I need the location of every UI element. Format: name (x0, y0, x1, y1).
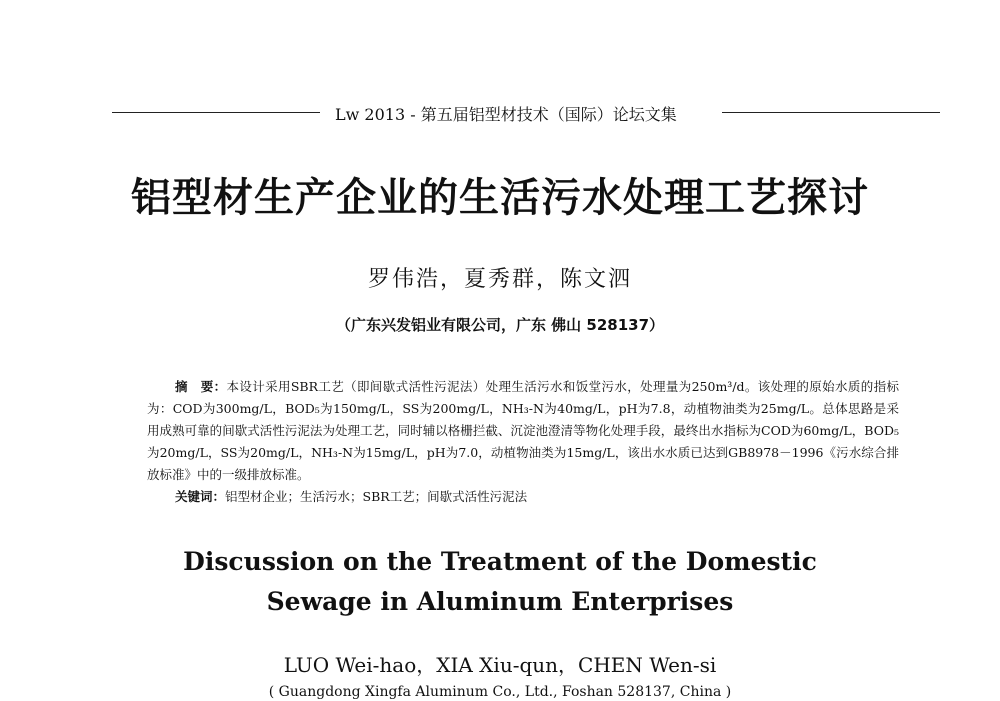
header-rule-left (112, 112, 320, 113)
running-header (0, 101, 1000, 125)
abstract-paragraph (147, 376, 899, 486)
abstract-label: 摘 要： (175, 379, 227, 394)
paper-title-en (0, 542, 1000, 622)
header-text: Lw 2013 - 第五届铝型材技术（国际）论坛文集 (335, 105, 677, 124)
abstract-block (147, 376, 899, 508)
abstract-text: 本设计采用SBR工艺（即间歇式活性污泥法）处理生活污水和饭堂污水，处理量为250m³/d。该处理的原始水质的指标为：COD为300mg/L，BOD₅为150mg/L，SS为200mg/L，NH₃-N为40mg/L，pH为7.8，动植物油类为25mg/L。总体思路是采用成熟可靠的间歇式活性污泥法为处理工艺，同时辅以格栅拦截、沉淀池澄清等物化处理手段，最终出水指标为COD为60mg/L，BOD₅为20mg/L，SS为20mg/L，NH₃-N为15mg/L，pH为7.0，动植物油类为15mg/L，该出水水质已达到GB8978－1996《污水综合排放标准》中的一级排放标准。 (147, 379, 899, 482)
title-en-line-2: Sewage in Aluminum Enterprises (266, 587, 734, 616)
authors-cn: 罗伟浩，夏秀群，陈文泗 (367, 267, 632, 292)
affiliation-en: ( Guangdong Xingfa Aluminum Co., Ltd., Foshan 528137, China ) (268, 684, 732, 700)
keywords-line (147, 486, 899, 508)
keywords-label: 关键词： (175, 489, 226, 504)
affiliation-cn: （广东兴发铝业有限公司，广东 佛山 528137） (335, 316, 665, 334)
title-en-line-1: Discussion on the Treatment of the Domestic (183, 547, 817, 576)
header-rule-right (722, 112, 940, 113)
keywords-text: 铝型材企业；生活污水；SBR工艺；间歇式活性污泥法 (225, 489, 528, 504)
paper-title-cn: 铝型材生产企业的生活污水处理工艺探讨 (131, 174, 869, 221)
authors-en: LUO Wei-hao，XIA Xiu-qun，CHEN Wen-si (283, 653, 717, 677)
